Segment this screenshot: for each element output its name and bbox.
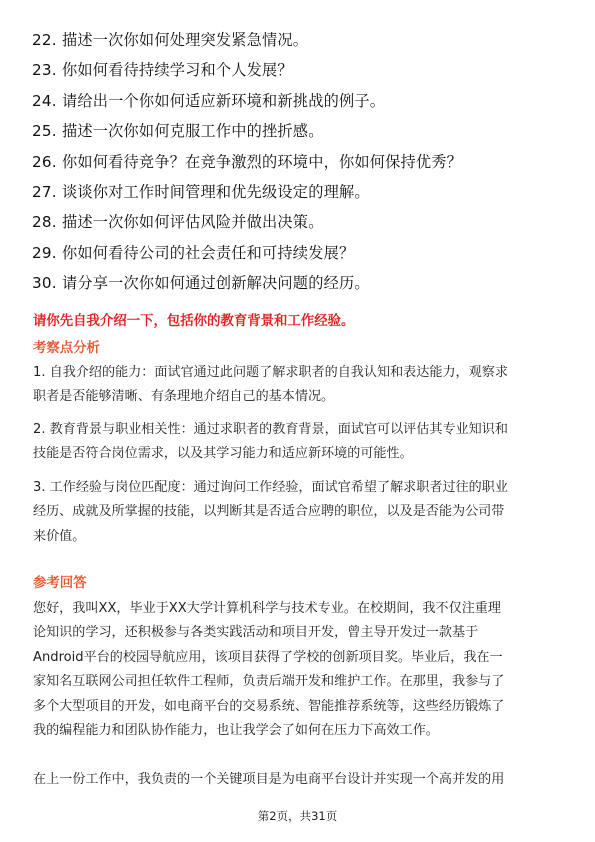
analysis-point <box>33 418 565 467</box>
question-text: 你如何看待竞争？在竞争激烈的环境中，你如何保持优秀？ <box>62 152 463 171</box>
answer-section-title: 参考回答 <box>33 576 87 591</box>
question-item <box>32 177 572 207</box>
question-number: 26. <box>32 152 57 171</box>
question-number: 22. <box>32 31 57 49</box>
text-line: 经历、成就及所掌握的技能，以判断其是否适合应聘的职位，以及是否能为公司带 <box>33 504 505 520</box>
question-number: 27. <box>32 182 57 201</box>
question-text: 你如何看待公司的社会责任和可持续发展？ <box>62 243 355 262</box>
question-item <box>32 268 572 298</box>
answer-paragraph <box>33 768 565 792</box>
text-line: 多个大型项目的开发，如电商平台的交易系统、智能推荐系统等，这些经历锻炼了 <box>33 698 505 714</box>
question-item <box>32 147 572 177</box>
question-item <box>32 207 572 237</box>
text-line: 技能是否符合岗位需求，以及其学习能力和适应新环境的可能性。 <box>33 446 413 462</box>
question-text: 描述一次你如何处理突发紧急情况。 <box>62 31 309 49</box>
question-text: 描述一次你如何评估风险并做出决策。 <box>62 213 324 232</box>
analysis-point <box>33 476 565 549</box>
text-line: 家知名互联网公司担任软件工程师，负责后端开发和维护工作。在那里，我参与了 <box>33 674 505 690</box>
question-text: 你如何看待持续学习和个人发展？ <box>62 61 293 80</box>
question-number: 23. <box>32 61 57 80</box>
question-text: 请给出一个你如何适应新环境和新挑战的例子。 <box>62 91 386 110</box>
question-number: 28. <box>32 213 57 232</box>
text-line: 在上一份工作中，我负责的一个关键项目是为电商平台设计并实现一个高并发的用 <box>33 772 505 787</box>
question-number: 29. <box>32 243 57 262</box>
page-number-footer: 第2页，共31页 <box>257 809 338 823</box>
question-item <box>32 116 572 146</box>
analysis-section-title: 考察点分析 <box>33 341 100 356</box>
analysis-point <box>33 361 565 410</box>
featured-question-heading: 请你先自我介绍一下，包括你的教育背景和工作经验。 <box>33 314 355 329</box>
text-line: 3. 工作经验与岗位匹配度：通过询问工作经验，面试官希望了解求职者过往的职业 <box>33 480 508 495</box>
question-item <box>32 238 572 268</box>
question-list <box>32 25 572 299</box>
question-number: 25. <box>32 122 57 141</box>
text-line: 2. 教育背景与职业相关性：通过求职者的教育背景，面试官可以评估其专业知识和 <box>33 422 508 437</box>
question-text: 谈谈你对工作时间管理和优先级设定的理解。 <box>62 182 370 201</box>
text-line: Android平台的校园导航应用，该项目获得了学校的创新项目奖。毕业后，我在一 <box>33 649 503 665</box>
text-line: 职者是否能够清晰、有条理地介绍自己的基本情况。 <box>33 389 335 405</box>
answer-paragraph <box>33 597 565 743</box>
text-line: 论知识的学习，还积极参与各类实践活动和项目开发，曾主导开发过一款基于 <box>33 625 479 641</box>
text-line: 来价值。 <box>33 528 86 544</box>
question-item <box>32 25 572 55</box>
text-line: 您好，我叫XX，毕业于XX大学计算机科学与技术专业。在校期间，我不仅注重理 <box>33 601 501 616</box>
question-text: 描述一次你如何克服工作中的挫折感。 <box>62 122 324 141</box>
question-item <box>32 86 572 116</box>
question-text: 请分享一次你如何通过创新解决问题的经历。 <box>62 274 370 293</box>
question-item <box>32 55 572 85</box>
question-number: 24. <box>32 91 57 110</box>
text-line: 1. 自我介绍的能力：面试官通过此问题了解求职者的自我认知和表达能力，观察求 <box>33 365 508 380</box>
text-line: 我的编程能力和团队协作能力，也让我学会了如何在压力下高效工作。 <box>33 723 439 739</box>
question-number: 30. <box>32 274 57 293</box>
